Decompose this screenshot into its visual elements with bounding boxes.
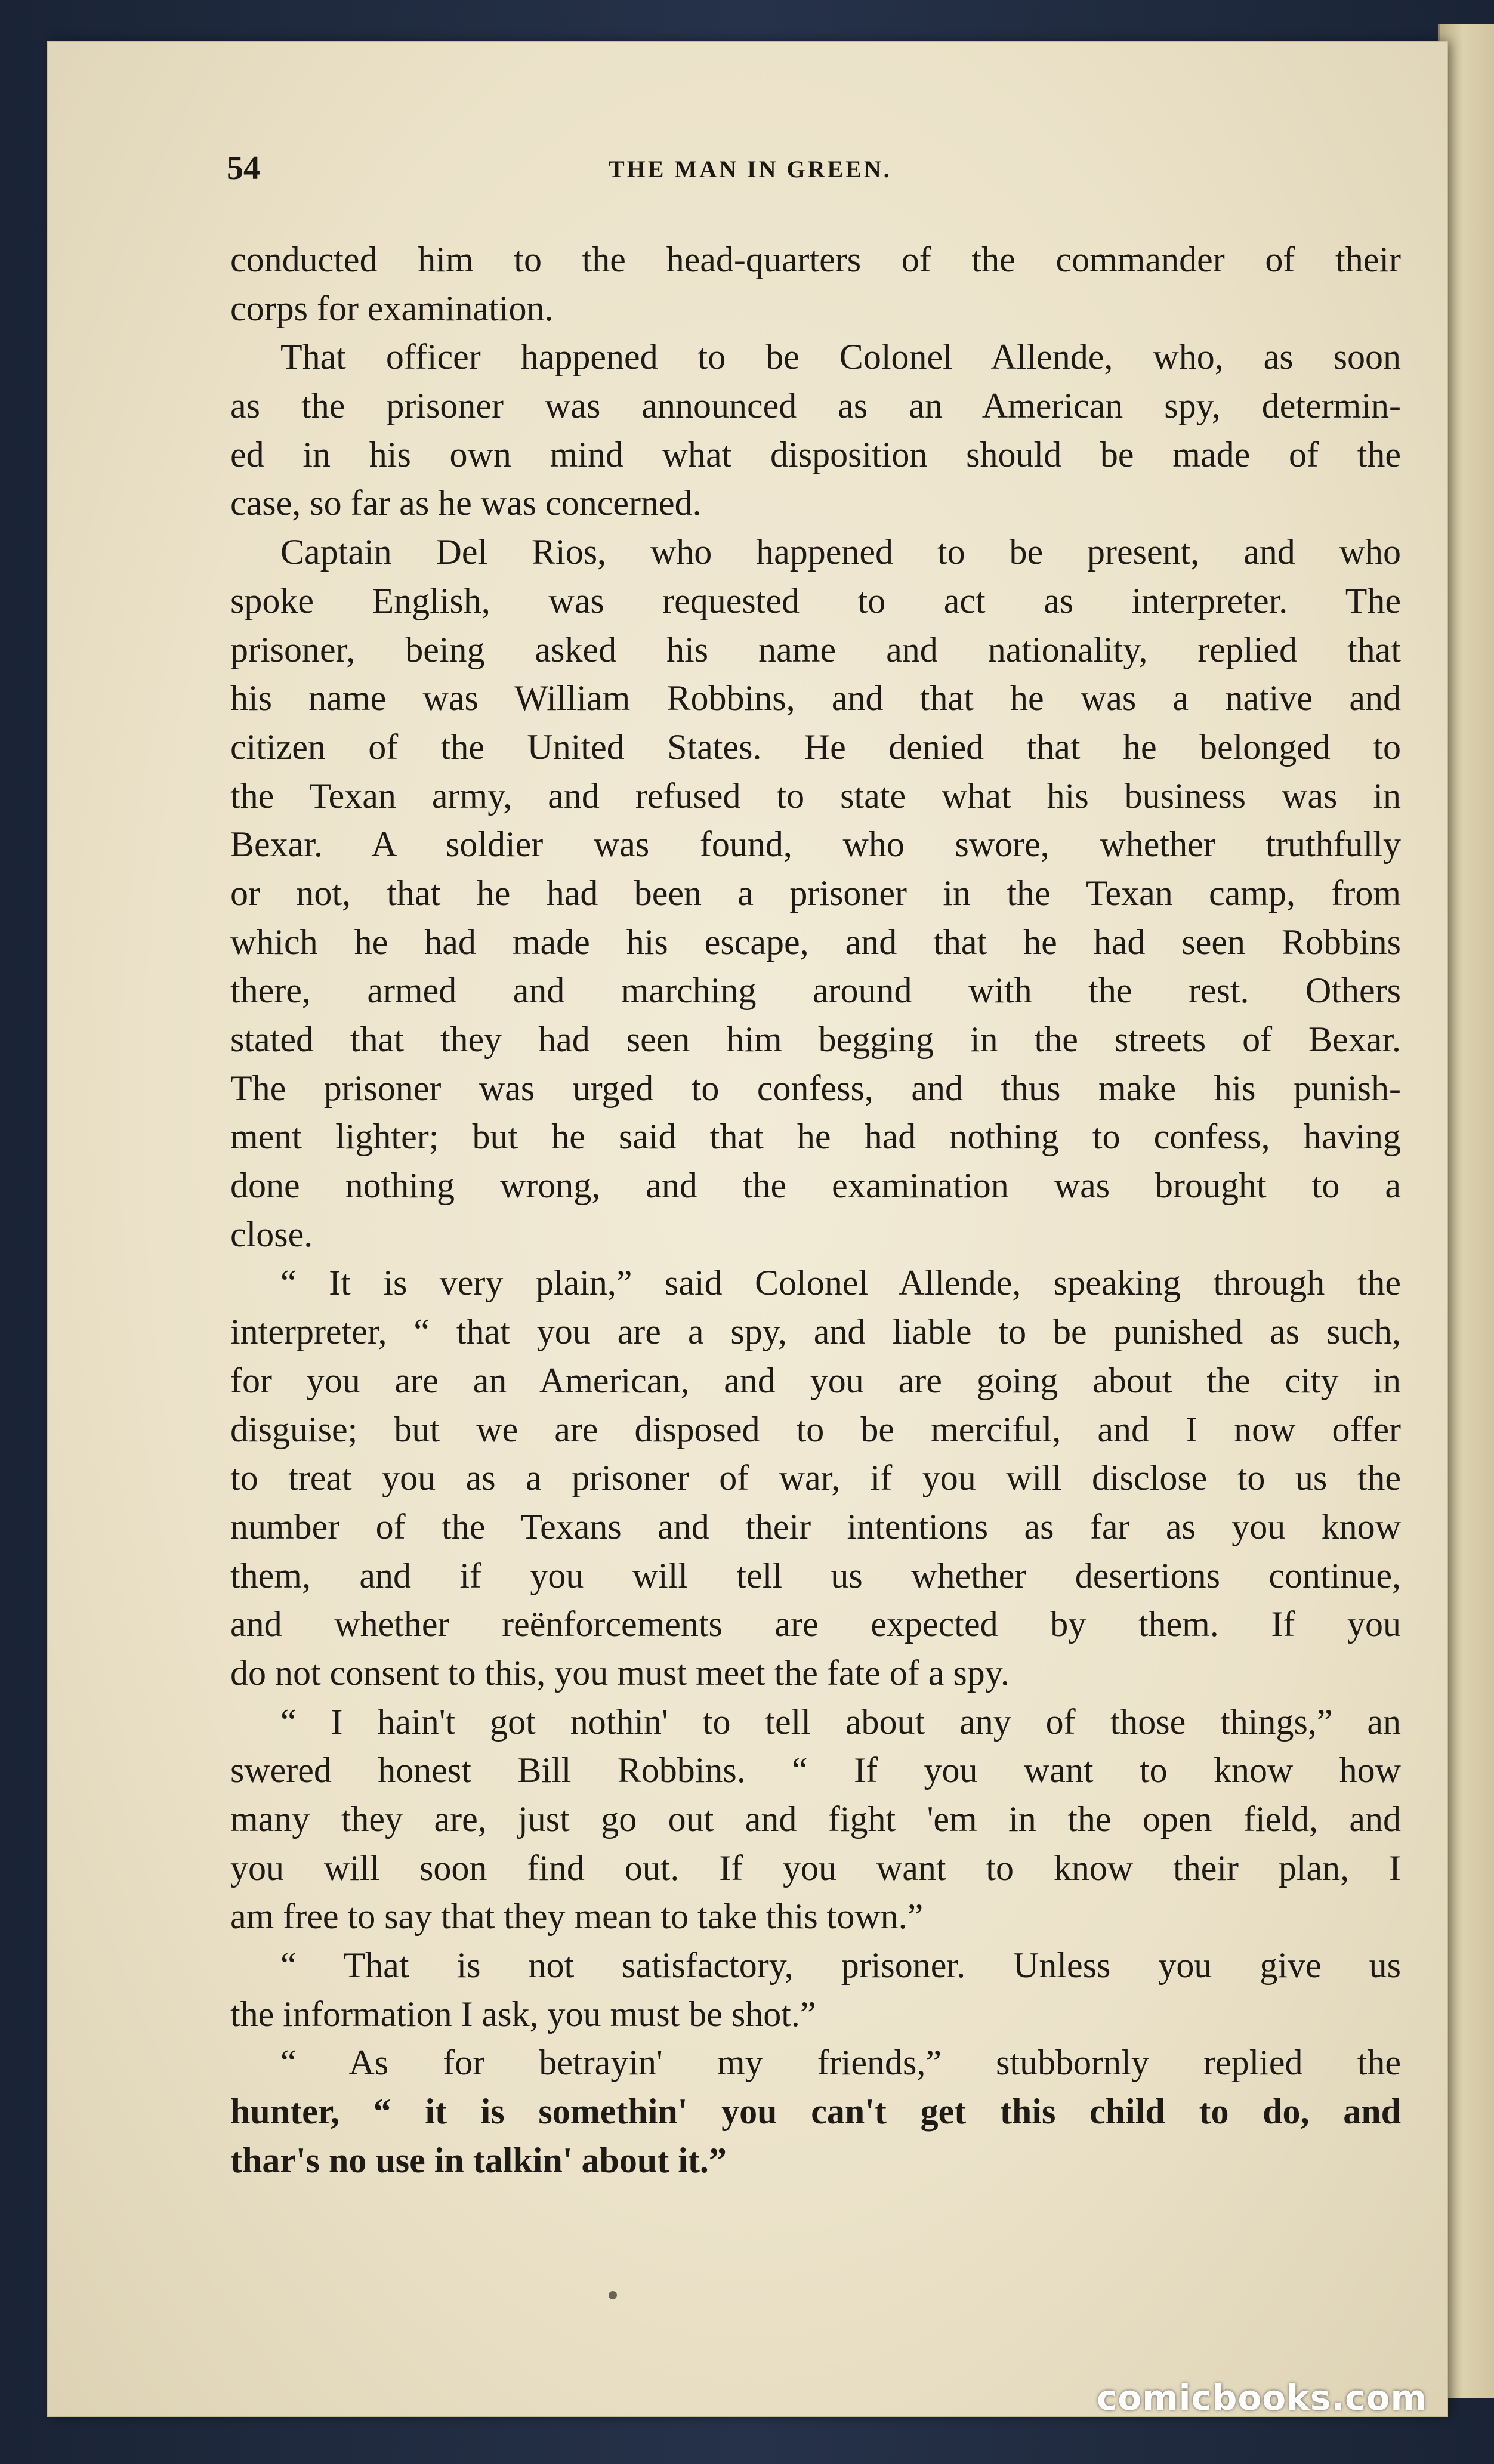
text-line: interpreter, “ that you are a spy, and liable to be punished as such, — [230, 1312, 1401, 1352]
page-number: 54 — [227, 150, 260, 187]
text-line: “ I hain't got nothin' to tell about any of those things,” an — [280, 1702, 1401, 1742]
text-line: case, so far as he was concerned. — [230, 483, 702, 523]
text-line: Bexar. A soldier was found, who swore, whether truthfully — [230, 825, 1401, 864]
text-line: his name was William Robbins, and that he was a native and — [230, 678, 1401, 718]
text-line: prisoner, being asked his name and nationality, replied that — [230, 629, 1401, 669]
text-line: many they are, just go out and fight 'em in the open field, and — [230, 1799, 1401, 1839]
text-line: am free to say that they mean to take this town.” — [230, 1897, 924, 1937]
text-line: citizen of the United States. He denied that he belonged to — [230, 727, 1401, 767]
text-line: number of the Texans and their intentions as far as you know — [230, 1506, 1401, 1546]
text-line: close. — [230, 1214, 313, 1254]
text-line: “ That is not satisfactory, prisoner. Unless you give us — [280, 1946, 1401, 1986]
text-line: there, armed and marching around with the rest. Others — [230, 971, 1401, 1011]
body-text — [230, 236, 1401, 2185]
text-line: to treat you as a prisoner of war, if you will disclose to us the — [230, 1458, 1401, 1498]
text-line: done nothing wrong, and the examination was brought to a — [230, 1166, 1401, 1206]
ink-speck — [609, 2291, 617, 2299]
text-line: That officer happened to be Colonel Allende, who, as soon — [280, 337, 1401, 377]
text-line: disguise; but we are disposed to be merciful, and I now offer — [230, 1409, 1401, 1449]
text-line: conducted him to the head-quarters of the commander of their — [230, 240, 1401, 279]
text-line: and whether reënforcements are expected by them. If you — [230, 1604, 1401, 1644]
site-watermark: comicbooks.com — [1097, 2377, 1427, 2418]
text-line: the Texan army, and refused to state what his business was in — [230, 776, 1401, 816]
text-line: hunter, “ it is somethin' you can't get this child to do, and — [230, 2092, 1401, 2132]
running-title: THE MAN IN GREEN. — [609, 156, 892, 183]
text-line: or not, that he had been a prisoner in the Texan camp, from — [230, 873, 1401, 913]
text-line: spoke English, was requested to act as interpreter. The — [230, 581, 1401, 620]
page-header — [227, 149, 1408, 191]
text-line: ed in his own mind what disposition should be made of the — [230, 434, 1401, 474]
text-line: corps for examination. — [230, 288, 554, 328]
text-line: “ As for betrayin' my friends,” stubbornly replied the — [280, 2043, 1401, 2083]
text-line: swered honest Bill Robbins. “ If you want to know how — [230, 1750, 1401, 1790]
text-line: ment lighter; but he said that he had nothing to confess, having — [230, 1117, 1401, 1157]
text-line: which he had made his escape, and that he had seen Robbins — [230, 922, 1401, 962]
text-line: do not consent to this, you must meet the fate of a spy. — [230, 1653, 1010, 1693]
text-line: “ It is very plain,” said Colonel Allende, speaking through the — [280, 1263, 1401, 1303]
text-line: the information I ask, you must be shot.” — [230, 1994, 816, 2034]
text-line: stated that they had seen him begging in the streets of Bexar. — [230, 1020, 1401, 1059]
text-line: as the prisoner was announced as an American spy, determin- — [230, 386, 1401, 426]
text-line: Captain Del Rios, who happened to be present, and who — [280, 532, 1401, 572]
text-line: The prisoner was urged to confess, and thus make his punish- — [230, 1068, 1401, 1108]
text-line: you will soon find out. If you want to know their plan, I — [230, 1848, 1401, 1888]
text-line: thar's no use in talkin' about it.” — [230, 2140, 727, 2180]
text-line: for you are an American, and you are going about the city in — [230, 1360, 1401, 1400]
text-line: them, and if you will tell us whether desertions continue, — [230, 1555, 1401, 1595]
